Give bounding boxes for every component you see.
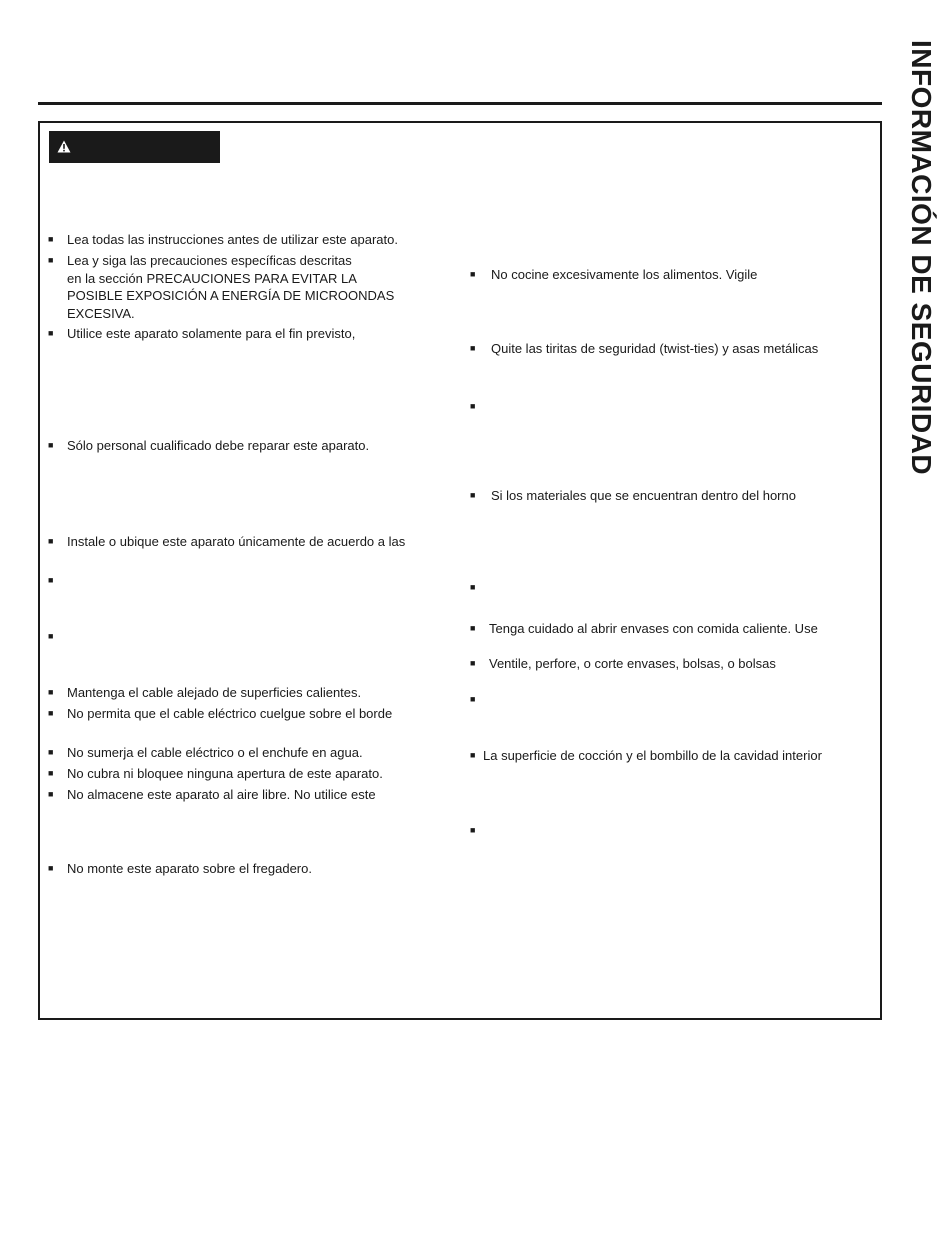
list-item: ■ Lea y siga las precauciones específicas descritas en la sección PRECAUCIONES PARA EVITAR LA POSIBLE EXPOSICIÓN A ENERGÍA DE MICROONDAS EXCESIVA. xyxy=(48,253,395,321)
bullet-marker: ■ xyxy=(48,575,54,585)
bullet-marker: ■ xyxy=(470,694,476,704)
list-item: ■ Instale o ubique este aparato únicamente de acuerdo a las xyxy=(48,534,406,549)
bullet-marker: ■ xyxy=(470,269,476,279)
warning-box xyxy=(38,121,882,1020)
list-item: ■ Tenga cuidado al abrir envases con comida caliente. Use xyxy=(470,621,818,636)
warning-triangle-icon xyxy=(57,140,71,153)
list-item: ■ No monte este aparato sobre el fregadero. xyxy=(48,861,312,876)
bullet-marker: ■ xyxy=(48,708,54,718)
top-rule xyxy=(38,102,882,105)
list-item: ■ La superficie de cocción y el bombillo de la cavidad interior xyxy=(470,748,822,763)
list-item: ■ No cocine excesivamente los alimentos. Vigile xyxy=(470,267,758,282)
list-item: ■ No cubra ni bloquee ninguna apertura de este aparato. xyxy=(48,766,383,781)
bullet-marker: ■ xyxy=(470,658,476,668)
list-item: ■ Lea todas las instrucciones antes de utilizar este aparato. xyxy=(48,232,398,247)
side-title: INFORMACIÓN DE SEGURIDAD xyxy=(906,40,937,476)
bullet-marker: ■ xyxy=(48,768,54,778)
bullet-marker: ■ xyxy=(470,490,476,500)
bullet-marker: ■ xyxy=(470,582,476,592)
list-item: ■ Si los materiales que se encuentran dentro del horno xyxy=(470,488,796,503)
bullet-marker: ■ xyxy=(470,401,476,411)
bullet-marker: ■ xyxy=(48,536,54,546)
bullet-marker: ■ xyxy=(470,343,476,353)
bullet-marker: ■ xyxy=(470,750,476,760)
bullet-marker: ■ xyxy=(48,687,54,697)
bullet-marker: ■ xyxy=(470,623,476,633)
bullet-marker: ■ xyxy=(48,631,54,641)
list-item: ■ Quite las tiritas de seguridad (twist-ties) y asas metálicas xyxy=(470,341,819,356)
list-item: ■ No permita que el cable eléctrico cuelgue sobre el borde xyxy=(48,706,393,721)
bullet-marker: ■ xyxy=(48,440,54,450)
list-item: ■ Mantenga el cable alejado de superficies calientes. xyxy=(48,685,362,700)
list-item: ■ No sumerja el cable eléctrico o el enchufe en agua. xyxy=(48,745,363,760)
warning-banner xyxy=(49,131,220,163)
bullet-marker: ■ xyxy=(48,747,54,757)
bullet-marker: ■ xyxy=(48,255,54,265)
list-item: ■ Utilice este aparato solamente para el fin previsto, xyxy=(48,326,356,341)
list-item: ■ No almacene este aparato al aire libre. No utilice este xyxy=(48,787,376,802)
bullet-marker: ■ xyxy=(48,328,54,338)
bullet-marker: ■ xyxy=(470,825,476,835)
bullet-marker: ■ xyxy=(48,789,54,799)
list-item: ■ Sólo personal cualificado debe reparar este aparato. xyxy=(48,438,370,453)
list-item: ■ Ventile, perfore, o corte envases, bolsas, o bolsas xyxy=(470,656,776,671)
bullet-marker: ■ xyxy=(48,863,54,873)
bullet-marker: ■ xyxy=(48,234,54,244)
